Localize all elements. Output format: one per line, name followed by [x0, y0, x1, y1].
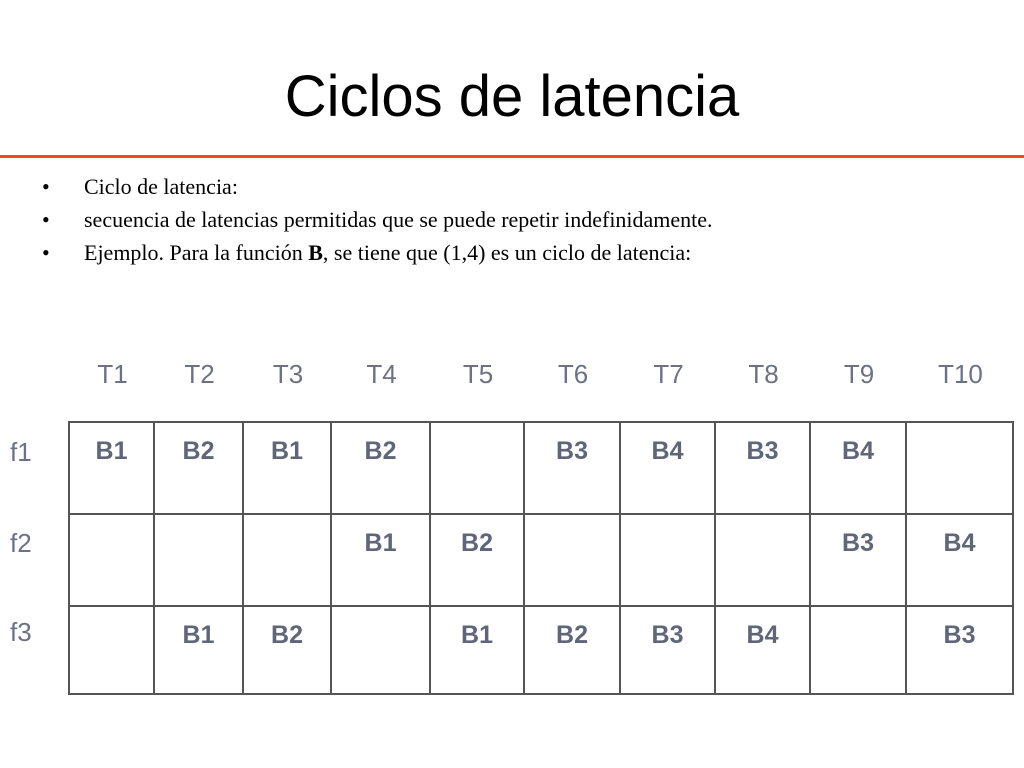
cell-value	[907, 423, 1012, 437]
table-row	[69, 422, 1013, 514]
cell-value: B4	[842, 437, 874, 465]
row-label-f1: f1	[10, 437, 32, 467]
table-cell	[154, 514, 243, 606]
cell-value: B4	[651, 437, 684, 465]
cell-value: B1	[271, 437, 303, 465]
table-cell	[69, 514, 154, 606]
table-cell	[243, 422, 331, 514]
column-header-t2: T2	[184, 359, 215, 389]
table-cell	[715, 422, 810, 514]
row-label-f3: f3	[10, 617, 32, 647]
bullet-text: secuencia de latencias permitidas que se puede repetir indefinidamente.	[84, 207, 713, 232]
cell-value	[621, 515, 714, 529]
table-cell	[331, 514, 430, 606]
table-cell	[154, 606, 243, 694]
table-cell	[69, 606, 154, 694]
bullet-text-after: , se tiene que (1,4) es un ciclo de latencia:	[322, 240, 692, 265]
column-header-t6: T6	[557, 359, 589, 389]
column-header-t1: T1	[97, 359, 128, 389]
cell-value: B3	[556, 437, 588, 465]
title-divider	[0, 155, 1024, 158]
table-cell	[69, 422, 154, 514]
bullet-marker: •	[42, 207, 50, 232]
table-cell	[430, 514, 524, 606]
table-cell	[810, 514, 906, 606]
table-cell	[906, 422, 1013, 514]
slide-title: Ciclos de latencia	[284, 64, 740, 129]
table-cell	[906, 514, 1013, 606]
table-cell	[906, 606, 1013, 694]
cell-value	[431, 423, 523, 437]
cell-value	[155, 515, 242, 529]
table-cell	[524, 422, 620, 514]
table-cell	[524, 606, 620, 694]
cell-value: B1	[182, 621, 215, 649]
cell-value: B4	[943, 529, 976, 557]
cell-value: B2	[556, 621, 588, 649]
table-cell	[331, 422, 430, 514]
table-cell	[715, 606, 810, 694]
reservation-table	[68, 421, 1014, 695]
cell-value: B1	[95, 437, 128, 465]
bullet-item	[42, 170, 713, 203]
cell-value: B3	[746, 437, 779, 465]
column-header-t9: T9	[843, 359, 875, 389]
row-label-f2: f2	[10, 528, 32, 558]
column-header-t3: T3	[272, 359, 304, 389]
bullet-text: Ciclo de latencia:	[84, 174, 238, 199]
table-cell	[620, 606, 715, 694]
cell-value: B2	[182, 437, 215, 465]
cell-value	[332, 607, 429, 621]
cell-value: B4	[746, 621, 779, 649]
cell-value: B3	[651, 621, 684, 649]
column-header-t4: T4	[366, 359, 397, 389]
table-cell	[810, 422, 906, 514]
bullet-item	[42, 203, 713, 236]
bullet-list	[42, 170, 713, 269]
table-cell	[620, 422, 715, 514]
bullet-text-before: Ejemplo. Para la función	[84, 240, 309, 265]
bullet-marker: •	[42, 174, 50, 199]
cell-value: B2	[271, 621, 303, 649]
cell-value: B1	[364, 529, 397, 557]
bullet-item	[42, 236, 713, 269]
bullet-marker: •	[42, 240, 50, 265]
cell-value: B1	[461, 621, 493, 649]
cell-value: B2	[364, 437, 397, 465]
column-header-t8: T8	[748, 359, 779, 389]
column-header-t10: T10	[938, 359, 983, 389]
table-cell	[715, 514, 810, 606]
table-row	[69, 606, 1013, 694]
cell-value	[525, 515, 619, 529]
cell-value: B3	[943, 621, 976, 649]
cell-value	[811, 607, 905, 621]
table-cell	[430, 606, 524, 694]
cell-value	[716, 515, 809, 529]
table-row	[69, 514, 1013, 606]
cell-value	[70, 607, 153, 621]
table-cell	[810, 606, 906, 694]
table-cell	[243, 606, 331, 694]
table-cell	[243, 514, 331, 606]
table-cell	[524, 514, 620, 606]
column-header-t5: T5	[462, 359, 494, 389]
cell-value: B3	[842, 529, 874, 557]
table-cell	[430, 422, 524, 514]
table-cell	[154, 422, 243, 514]
column-header-t7: T7	[653, 359, 684, 389]
table-cell	[620, 514, 715, 606]
cell-value: B2	[461, 529, 493, 557]
cell-value	[244, 515, 330, 529]
cell-value	[70, 515, 153, 529]
bullet-bold-function: B	[308, 240, 323, 265]
table-cell	[331, 606, 430, 694]
